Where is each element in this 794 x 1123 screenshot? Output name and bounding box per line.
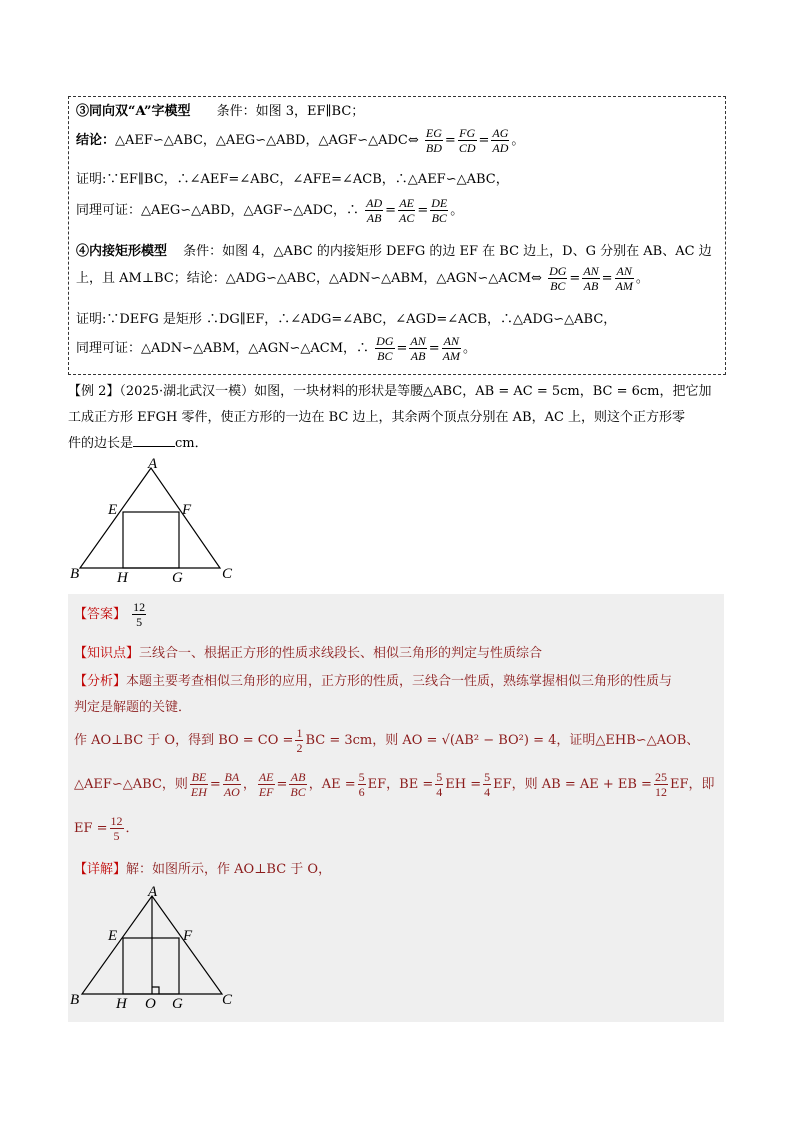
fraction: $\frac{DE}{BC}$ bbox=[431, 196, 448, 225]
box-line-5 bbox=[76, 240, 712, 259]
label-e: E bbox=[108, 928, 118, 944]
fraction: $\frac{FG}{CD}$ bbox=[458, 126, 476, 155]
fraction: $\frac{AB}{BC}$ bbox=[290, 770, 306, 799]
fraction: $\frac{12}{5}$ bbox=[110, 814, 123, 843]
similar-proof-text: 同理可证：△AEG∽△ABD，△AGF∽△ADC，∴ bbox=[76, 203, 359, 218]
label-c: C bbox=[222, 566, 233, 582]
square-efgh-2 bbox=[123, 938, 179, 994]
equals: = bbox=[276, 777, 288, 792]
model-4-title: ④内接矩形模型 bbox=[76, 244, 168, 259]
work-text-2c: ，AE = bbox=[308, 777, 356, 792]
analysis-line-2 bbox=[74, 696, 191, 715]
example-text-2: 工成正方形 EFGH 零件，使正方形的一边在 BC 边上，其余两个顶点分别在 AB，AC 上，则这个正方形零 bbox=[68, 410, 686, 425]
triangle-abc bbox=[80, 468, 220, 568]
proof-text-2: 证明:∵DEFG 是矩形 ∴DG∥EF，∴∠ADG=∠ABC，∠AGD=∠ACB，∴△ADG∽△ABC， bbox=[76, 312, 617, 327]
fraction: $\frac{1}{2}$ bbox=[296, 726, 303, 755]
example-text-1: 如图，一块材料的形状是等腰△ABC，AB = AC = 5cm，BC = 6cm，把它加 bbox=[254, 384, 712, 399]
fraction: $\frac{AN}{AB}$ bbox=[410, 334, 426, 363]
knowledge-line bbox=[74, 642, 542, 661]
label-f: F bbox=[182, 502, 192, 518]
detail-line bbox=[74, 858, 331, 877]
example-line-3 bbox=[68, 432, 208, 451]
work-text-1b: BC = 3cm，则 AO = √(AB² − BO²) = 4，证明△EHB∽△AOB、 bbox=[305, 733, 700, 748]
equals: = bbox=[209, 777, 221, 792]
example-text-3: 件的边长是 bbox=[68, 436, 134, 451]
work-text-2f: EF，则 AB = AE + EB = bbox=[493, 777, 652, 792]
fraction: $\frac{BA}{AO}$ bbox=[223, 770, 240, 799]
right-angle-mark bbox=[152, 987, 159, 994]
work-text-3a: EF = bbox=[74, 821, 108, 836]
example-line-2 bbox=[68, 406, 685, 425]
answer-label: 【答案】 bbox=[74, 607, 127, 622]
separator: ， bbox=[242, 777, 256, 792]
knowledge-label: 【知识点】 bbox=[74, 646, 140, 661]
fraction: $\frac{AN}{AM}$ bbox=[615, 264, 633, 293]
example-line-1 bbox=[68, 380, 712, 399]
label-a: A bbox=[148, 884, 158, 900]
work-line-3 bbox=[74, 814, 139, 843]
fraction: $\frac{AD}{AB}$ bbox=[366, 196, 383, 225]
triangle-figure-2 bbox=[68, 882, 243, 1014]
fraction: $\frac{DG}{BC}$ bbox=[376, 334, 394, 363]
example-source: （2025·湖北武汉一模） bbox=[119, 384, 255, 399]
knowledge-text: 三线合一、根据正方形的性质求线段长、相似三角形的判定与性质综合 bbox=[139, 646, 543, 661]
model-4-conclusion: 上，且 AM⊥BC；结论：△ADG∽△ABC，△ADN∽△ABM，△AGN∽△ACM⇔ bbox=[76, 271, 542, 286]
example-label: 【例 2】 bbox=[68, 384, 120, 399]
box-line-6: 上，且 AM⊥BC；结论：△ADG∽△ABC，△ADN∽△ABM，△AGN∽△ACM⇔ $\frac{DG}{BC}$ = $\frac{AN}{AB}$ = $\frac{AN}{AM}$ 。 bbox=[76, 264, 649, 293]
box-line-7 bbox=[76, 308, 616, 327]
fraction: $\frac{DG}{BC}$ bbox=[549, 264, 567, 293]
model-4-condition: 条件：如图 4，△ABC 的内接矩形 DEFG 的边 EF 在 BC 边上，D、G 分别在 AB、AC 边 bbox=[183, 244, 712, 259]
label-h: H bbox=[116, 996, 127, 1012]
fraction: $\frac{AG}{AD}$ bbox=[492, 126, 509, 155]
work-text-2d: EF，BE = bbox=[367, 777, 434, 792]
answer-blank bbox=[133, 446, 175, 447]
box-line-4: 同理可证：△AEG∽△ABD，△AGF∽△ADC，∴ $\frac{AD}{AB}$ = $\frac{AE}{AC}$ = $\frac{DE}{BC}$ 。 bbox=[76, 196, 464, 225]
analysis-label: 【分析】 bbox=[74, 674, 127, 689]
work-text-2e: EH = bbox=[445, 777, 482, 792]
label-c: C bbox=[222, 992, 233, 1008]
fraction: $\frac{25}{12}$ bbox=[654, 770, 667, 799]
model-3-condition: 条件：如图 3，EF∥BC； bbox=[216, 104, 365, 119]
example-unit: cm． bbox=[175, 436, 208, 451]
fraction: $\frac{5}{4}$ bbox=[436, 770, 443, 799]
analysis-text-1: 本题主要考查相似三角形的应用，正方形的性质，三线合一性质，熟练掌握相似三角形的性质与 bbox=[126, 674, 673, 689]
fraction: $\frac{AN}{AM}$ bbox=[442, 334, 460, 363]
answer-fraction: $\frac{12}{5}$ bbox=[133, 600, 146, 629]
label-b: B bbox=[70, 566, 80, 582]
fraction: $\frac{5}{6}$ bbox=[358, 770, 365, 799]
fraction: $\frac{5}{4}$ bbox=[484, 770, 491, 799]
label-g: G bbox=[172, 570, 183, 586]
label-h: H bbox=[117, 570, 128, 586]
label-f: F bbox=[183, 928, 193, 944]
label-e: E bbox=[108, 502, 118, 518]
label-b: B bbox=[70, 992, 80, 1008]
analysis-text-2: 判定是解题的关键． bbox=[74, 700, 192, 715]
box-line-8: 同理可证：△ADN∽△ABM，△AGN∽△ACM，∴ $\frac{DG}{BC}$ = $\frac{AN}{AB}$ = $\frac{AN}{AM}$ 。 bbox=[76, 334, 476, 363]
label-g: G bbox=[172, 996, 183, 1012]
similar-proof-text-2: 同理可证：△ADN∽△ABM，△AGN∽△ACM，∴ bbox=[76, 341, 370, 356]
conclusion-text: △AEF∽△ABC，△AEG∽△ABD，△AGF∽△ADC⇔ bbox=[115, 133, 419, 148]
analysis-line-1 bbox=[74, 670, 672, 689]
work-line-1 bbox=[74, 726, 699, 755]
box-line-2: 结论：△AEF∽△ABC，△AEG∽△ABD，△AGF∽△ADC⇔ $\frac{EG}{BD}$ = $\frac{FG}{CD}$ = $\frac{AG}{AD}$ 。 bbox=[76, 126, 525, 155]
box-line-3 bbox=[76, 168, 509, 187]
box-line-1 bbox=[76, 100, 364, 119]
fraction: $\frac{EG}{BD}$ bbox=[425, 126, 442, 155]
work-line-2 bbox=[74, 770, 714, 799]
answer-line bbox=[74, 600, 148, 629]
work-text-2g: EF，即 bbox=[669, 777, 715, 792]
fraction: $\frac{AN}{AB}$ bbox=[583, 264, 599, 293]
detail-label: 【详解】 bbox=[74, 862, 127, 877]
triangle-figure-1 bbox=[68, 456, 238, 586]
proof-text: 证明:∵EF∥BC，∴∠AEF=∠ABC，∠AFE=∠ACB，∴△AEF∽△ABC， bbox=[76, 172, 509, 187]
fraction: $\frac{AE}{AC}$ bbox=[399, 196, 415, 225]
label-a: A bbox=[148, 456, 158, 472]
fraction: $\frac{BE}{EH}$ bbox=[190, 770, 207, 799]
detail-text: 解：如图所示，作 AO⊥BC 于 O， bbox=[126, 862, 332, 877]
square-efgh bbox=[123, 512, 179, 568]
label-o: O bbox=[145, 996, 156, 1012]
conclusion-label: 结论： bbox=[76, 133, 116, 148]
work-text-2a: △AEF∽△ABC，则 bbox=[74, 777, 188, 792]
model-3-title: ③同向双“A”字模型 bbox=[76, 104, 191, 119]
work-text-3b: ． bbox=[125, 821, 139, 836]
work-text-1a: 作 AO⊥BC 于 O，得到 BO = CO = bbox=[74, 733, 294, 748]
fraction: $\frac{AE}{EF}$ bbox=[258, 770, 274, 799]
